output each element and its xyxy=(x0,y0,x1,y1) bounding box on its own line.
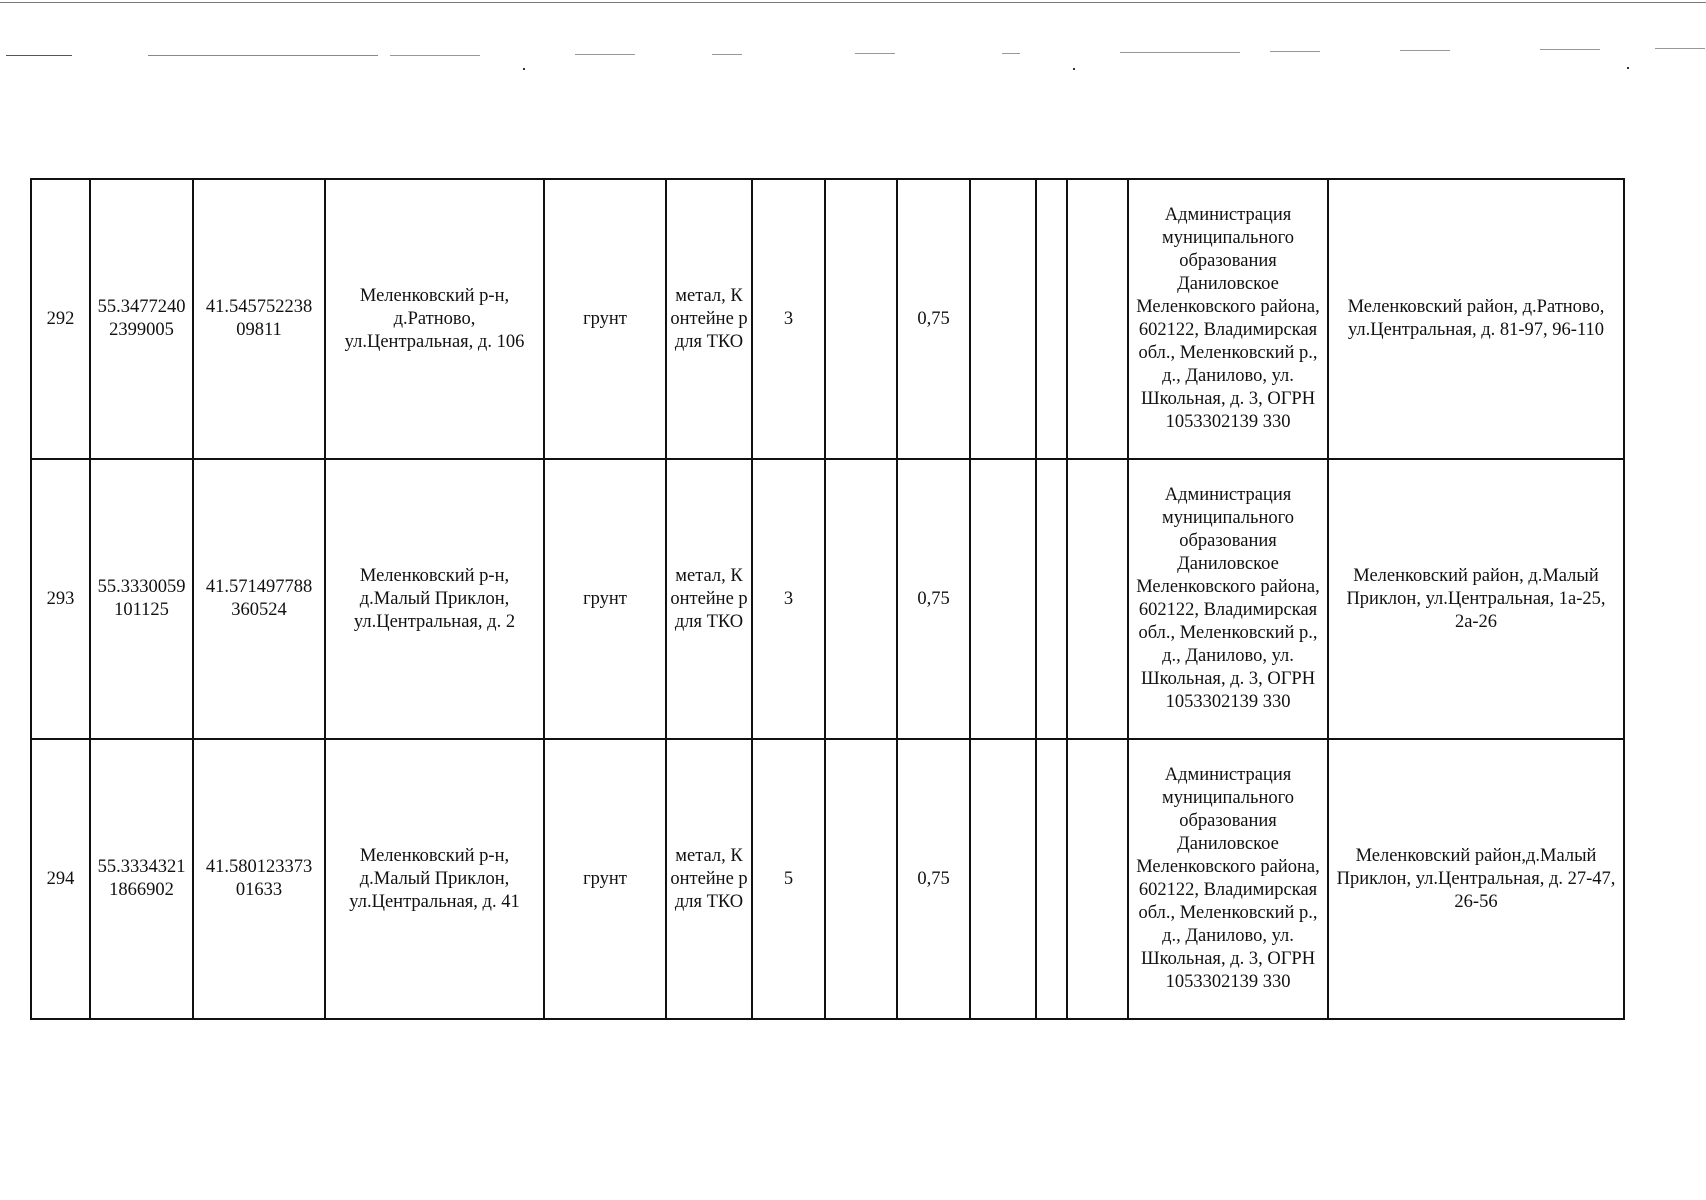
row-number: 294 xyxy=(31,739,90,1019)
scan-artifact-line xyxy=(1120,52,1240,53)
latitude-cell: 55.3477240 2399005 xyxy=(90,179,193,459)
container-material-cell: метал, К онтейне р для ТКО xyxy=(666,739,752,1019)
container-count-cell: 3 xyxy=(752,459,825,739)
address-cell: Меленковский р-н, д.Ратново, ул.Центральная, д. 106 xyxy=(325,179,544,459)
empty-cell xyxy=(825,179,897,459)
scan-artifact-line xyxy=(6,55,72,56)
container-material-cell: метал, К онтейне р для ТКО xyxy=(666,459,752,739)
empty-cell xyxy=(970,459,1036,739)
scan-artifact-line xyxy=(575,54,635,55)
scan-artifact-line xyxy=(1655,48,1705,49)
empty-cell xyxy=(1036,179,1067,459)
container-volume-cell: 0,75 xyxy=(897,179,970,459)
surface-type-cell: грунт xyxy=(544,179,666,459)
empty-cell xyxy=(970,739,1036,1019)
scan-artifact-line xyxy=(1270,51,1320,52)
empty-cell xyxy=(825,459,897,739)
scan-artifact-dot xyxy=(1073,68,1075,70)
table-row xyxy=(31,739,1624,1019)
empty-cell xyxy=(825,739,897,1019)
surface-type-cell: грунт xyxy=(544,739,666,1019)
container-count-cell: 5 xyxy=(752,739,825,1019)
waste-sites-table xyxy=(30,178,1625,1020)
container-volume-cell: 0,75 xyxy=(897,459,970,739)
latitude-cell: 55.3330059 101125 xyxy=(90,459,193,739)
row-number: 293 xyxy=(31,459,90,739)
empty-cell xyxy=(1067,739,1128,1019)
scan-artifact-line xyxy=(1400,50,1450,51)
longitude-cell: 41.571497788 360524 xyxy=(193,459,325,739)
longitude-cell: 41.580123373 01633 xyxy=(193,739,325,1019)
latitude-cell: 55.3334321 1866902 xyxy=(90,739,193,1019)
table-row xyxy=(31,179,1624,459)
table-row xyxy=(31,459,1624,739)
address-cell: Меленковский р-н, д.Малый Приклон, ул.Центральная, д. 2 xyxy=(325,459,544,739)
row-number: 292 xyxy=(31,179,90,459)
scan-artifact-line xyxy=(712,54,742,55)
container-count-cell: 3 xyxy=(752,179,825,459)
empty-cell xyxy=(1036,739,1067,1019)
scan-artifact-dot xyxy=(1627,67,1629,69)
waste-sources-cell: Меленковский район, д.Малый Приклон, ул.Центральная, 1а-25, 2а-26 xyxy=(1328,459,1624,739)
waste-sources-cell: Меленковский район, д.Ратново, ул.Центральная, д. 81-97, 96-110 xyxy=(1328,179,1624,459)
scan-artifact-line xyxy=(1540,49,1600,50)
address-cell: Меленковский р-н, д.Малый Приклон, ул.Центральная, д. 41 xyxy=(325,739,544,1019)
owner-cell: Администрация муниципального образования Даниловское Меленковского района, 602122, Владимирская обл., Меленковский р., д., Данилово, ул. Школьная, д. 3, ОГРН 1053302139 330 xyxy=(1128,459,1328,739)
empty-cell xyxy=(1067,179,1128,459)
surface-type-cell: грунт xyxy=(544,459,666,739)
scan-artifact-line xyxy=(390,55,480,56)
empty-cell xyxy=(1036,459,1067,739)
scan-artifact-dot xyxy=(523,68,525,70)
scan-artifact-line xyxy=(0,2,1706,3)
owner-cell: Администрация муниципального образования Даниловское Меленковского района, 602122, Владимирская обл., Меленковский р., д., Данилово, ул. Школьная, д. 3, ОГРН 1053302139 330 xyxy=(1128,179,1328,459)
empty-cell xyxy=(1067,459,1128,739)
container-material-cell: метал, К онтейне р для ТКО xyxy=(666,179,752,459)
longitude-cell: 41.545752238 09811 xyxy=(193,179,325,459)
container-volume-cell: 0,75 xyxy=(897,739,970,1019)
scan-artifact-line xyxy=(148,55,378,56)
waste-sources-cell: Меленковский район,д.Малый Приклон, ул.Центральная, д. 27-47, 26-56 xyxy=(1328,739,1624,1019)
scan-artifact-line xyxy=(1002,53,1020,54)
owner-cell: Администрация муниципального образования Даниловское Меленковского района, 602122, Владимирская обл., Меленковский р., д., Данилово, ул. Школьная, д. 3, ОГРН 1053302139 330 xyxy=(1128,739,1328,1019)
empty-cell xyxy=(970,179,1036,459)
scan-artifact-line xyxy=(855,53,895,54)
